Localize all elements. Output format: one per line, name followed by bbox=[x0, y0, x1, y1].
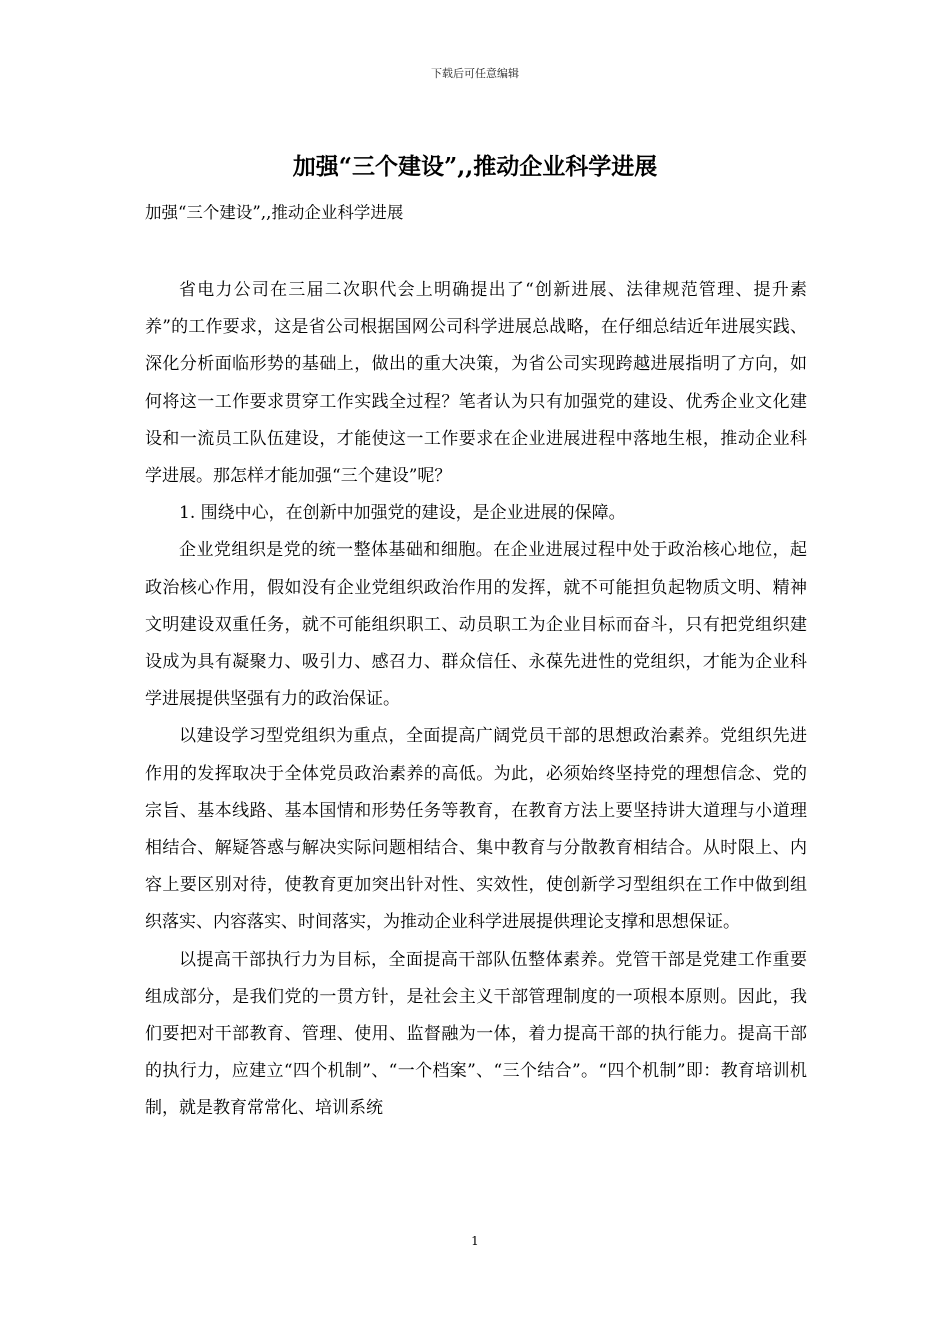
paragraph-cadre-execution: 以提高干部执行力为目标，全面提高干部队伍整体素养。党管干部是党建工作重要组成部分，是我们党的一贯方针，是社会主义干部管理制度的一项根本原则。因此，我们要把对干部教育、管理、使用、监督融为一体，着力提高干部的执行能力。提高干部的执行力，应建立“四个机制”、“一个档案”、“三个结合”。“四个机制”即：教育培训机制，就是教育常常化、培训系统 bbox=[145, 949, 807, 1119]
page-number: 1 bbox=[471, 1234, 479, 1248]
document-subtitle: 加强“三个建设”,,推动企业科学进展 bbox=[145, 203, 404, 222]
paragraph-learning-organization: 以建设学习型党组织为重点，全面提高广阔党员干部的思想政治素养。党组织先进作用的发挥取决于全体党员政治素养的高低。为此，必须始终坚持党的理想信念、党的宗旨、基本线路、基本国情和形势任务等教育，在教育方法上要坚持讲大道理与小道理相结合、解疑答惑与解决实际问题相结合、集中教育与分散教育相结合。从时限上、内容上要区别对待，使教育更加突出针对性、实效性，使创新学习型组织在工作中做到组织落实、内容落实、时间落实，为推动企业科学进展提供理论支撑和思想保证。 bbox=[145, 726, 807, 933]
document-body bbox=[145, 272, 807, 1128]
header-note: 下载后可任意编辑 bbox=[431, 67, 519, 80]
paragraph-section-heading: 1. 围绕中心，在创新中加强党的建设，是企业进展的保障。 bbox=[179, 503, 626, 524]
paragraph-party-organization: 企业党组织是党的统一整体基础和细胞。在企业进展过程中处于政治核心地位，起政治核心作用，假如没有企业党组织政治作用的发挥，就不可能担负起物质文明、精神文明建设双重任务，就不可能组织职工、动员职工为企业目标而奋斗，只有把党组织建设成为具有凝聚力、吸引力、感召力、群众信任、永葆先进性的党组织，才能为企业科学进展提供坚强有力的政治保证。 bbox=[145, 540, 807, 710]
document-title: 加强“三个建设”,,推动企业科学进展 bbox=[292, 153, 658, 180]
paragraph-intro: 省电力公司在三届二次职代会上明确提出了“创新进展、法律规范管理、提升素养”的工作要求，这是省公司根据国网公司科学进展总战略，在仔细总结近年进展实践、深化分析面临形势的基础上，做出的重大决策，为省公司实现跨越进展指明了方向，如何将这一工作要求贯穿工作实践全过程？笔者认为只有加强党的建设、优秀企业文化建设和一流员工队伍建设，才能使这一工作要求在企业进展进程中落地生根，推动企业科学进展。那怎样才能加强“三个建设”呢？ bbox=[145, 280, 807, 487]
